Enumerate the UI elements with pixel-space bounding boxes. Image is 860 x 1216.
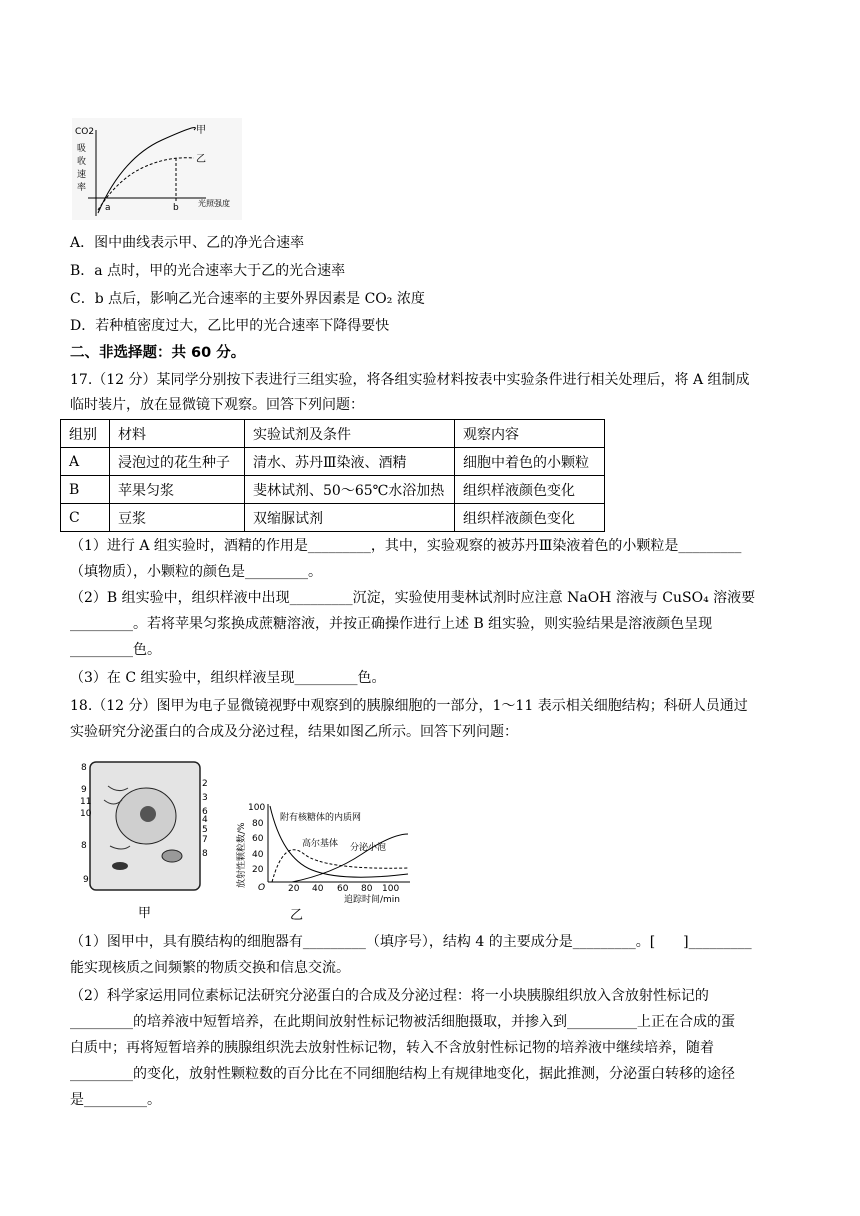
cell-label: 10 xyxy=(80,809,92,819)
cell-label: 5 xyxy=(202,825,208,835)
table-header: 材料 xyxy=(110,420,245,448)
cell-figure-jia xyxy=(80,756,210,900)
yi-origin: O xyxy=(258,883,266,893)
ylabel-char-2: 收 xyxy=(77,157,87,167)
table-cell: 细胞中着色的小颗粒 xyxy=(455,448,605,476)
yi-xtick: 100 xyxy=(382,884,400,894)
cell-label: 8 xyxy=(81,841,87,851)
q17-line-2: 临时装片，放在显微镜下观察。回答下列问题： xyxy=(70,397,364,413)
cell-label: 8 xyxy=(81,763,87,773)
curve-yi-label: 乙 xyxy=(196,154,206,165)
q18-sub2-line-2: _________的培养液中短暂培养，在此期间放射性标记物被活细胞摄取，并掺入到__________上正在合成的蛋 xyxy=(70,1014,735,1030)
curve-jia-label: 甲 xyxy=(196,125,206,136)
table-header: 观察内容 xyxy=(455,420,605,448)
yi-ylabel: 放射性颗粒数/% xyxy=(237,822,247,888)
yi-curve-golgi xyxy=(272,850,408,882)
tick-b: b xyxy=(173,203,179,213)
q18-sub2-line-3: 白质中；再将短暂培养的胰腺组织洗去放射性标记物，转入不含放射性标记物的培养液中继续培养，随着 xyxy=(70,1040,714,1056)
table-cell: C xyxy=(61,504,110,532)
fig-yi-caption: 乙 xyxy=(290,908,304,923)
table-header-row xyxy=(61,420,605,448)
table-cell: B xyxy=(61,476,110,504)
option-c: C．b 点后，影响乙光合速率的主要外界因素是 CO₂ 浓度 xyxy=(70,291,425,307)
q17-line-1: 17.（12 分）某同学分别按下表进行三组实验，将各组实验材料按表中实验条件进行相关处理后，将 A 组制成 xyxy=(70,372,750,388)
q17-table xyxy=(60,419,605,532)
q17-sub2-line-2: _________。若将苹果匀浆换成蔗糖溶液，并按正确操作进行上述 B 组实验，则实验结果是溶液颜色呈现 xyxy=(70,616,713,632)
xlabel: 光照强度 xyxy=(198,199,230,208)
yi-ytick: 20 xyxy=(252,865,264,875)
table-cell: 双缩脲试剂 xyxy=(245,504,455,532)
yi-xtick: 60 xyxy=(337,884,349,894)
cell-label: 9 xyxy=(83,875,89,885)
table-header: 实验试剂及条件 xyxy=(245,420,455,448)
yi-series-vesicle-label: 分泌小泡 xyxy=(350,843,387,853)
cell-label: 8 xyxy=(202,849,208,859)
table-row xyxy=(61,476,605,504)
table-cell: 豆浆 xyxy=(110,504,245,532)
yi-series-er-label: 附有核糖体的内质网 xyxy=(280,813,362,823)
option-a: A．图中曲线表示甲、乙的净光合速率 xyxy=(70,235,305,251)
table-cell: 苹果匀浆 xyxy=(110,476,245,504)
option-b: B．a 点时，甲的光合速率大于乙的光合速率 xyxy=(70,263,346,279)
q18-line-2: 实验研究分泌蛋白的合成及分泌过程，结果如图乙所示。回答下列问题： xyxy=(70,724,518,740)
table-row xyxy=(61,448,605,476)
co2-light-figure xyxy=(72,118,242,224)
chart-yi xyxy=(232,798,414,908)
yi-ytick: 80 xyxy=(252,819,264,829)
q18-line-1: 18.（12 分）图甲为电子显微镜视野中观察到的胰腺细胞的一部分，1～11 表示相关细胞结构；科研人员通过 xyxy=(70,698,748,714)
q17-sub1-line-2: （填物质），小颗粒的颜色是_________。 xyxy=(70,564,322,580)
section-2-heading: 二、非选择题：共 60 分。 xyxy=(70,345,246,361)
q17-sub2-line-1: （2）B 组实验中，组织样液中出现_________沉淀，实验使用斐林试剂时应注意 NaOH 溶液与 CuSO₄ 溶液要 xyxy=(70,590,756,606)
yi-ytick: 100 xyxy=(248,803,266,813)
q17-sub2-line-3: _________色。 xyxy=(70,642,161,658)
yi-ytick: 60 xyxy=(252,834,264,844)
table-cell: 清水、苏丹Ⅲ染液、酒精 xyxy=(245,448,455,476)
q18-sub2-line-5: 是_________。 xyxy=(70,1092,161,1108)
cell-label: 7 xyxy=(202,835,208,845)
ylabel-co2: CO2 xyxy=(75,127,95,137)
cell-label: 6 xyxy=(202,807,208,817)
yi-xtick: 20 xyxy=(288,884,300,894)
q18-sub1-line-2: 能实现核质之间频繁的物质交换和信息交流。 xyxy=(70,960,350,976)
table-cell: A xyxy=(61,448,110,476)
q17-sub3: （3）在 C 组实验中，组织样液呈现_________色。 xyxy=(70,670,386,686)
cell-label: 2 xyxy=(202,779,208,789)
ylabel-char-4: 率 xyxy=(77,183,87,193)
yi-xtick: 40 xyxy=(312,884,324,894)
option-d: D．若种植密度过大，乙比甲的光合速率下降得要快 xyxy=(70,318,390,334)
cell-label: 4 xyxy=(202,815,208,825)
cell-label: 3 xyxy=(202,793,208,803)
yi-xtick: 80 xyxy=(361,884,373,894)
ylabel-char-3: 速 xyxy=(77,170,87,180)
q17-sub1-line-1: （1）进行 A 组实验时，酒精的作用是_________，其中，实验观察的被苏丹Ⅲ染液着色的小颗粒是_________ xyxy=(70,538,742,554)
cell-label: 11 xyxy=(80,797,92,807)
table-cell: 组织样液颜色变化 xyxy=(455,504,605,532)
tick-a: a xyxy=(105,203,111,213)
q18-sub2-line-1: （2）科学家运用同位素标记法研究分泌蛋白的合成及分泌过程：将一小块胰腺组织放入含放射性标记的 xyxy=(70,988,709,1004)
yi-series-golgi-label: 高尔基体 xyxy=(302,839,339,849)
table-cell: 浸泡过的花生种子 xyxy=(110,448,245,476)
yi-xlabel: 追踪时间/min xyxy=(344,895,401,904)
q18-sub1-line-1: （1）图甲中，具有膜结构的细胞器有_________（填序号），结构 4 的主要成分是_________。[ ]_________ xyxy=(70,934,752,950)
q18-sub2-line-4: _________的变化，放射性颗粒数的百分比在不同细胞结构上有规律地变化，据此推测，分泌蛋白转移的途径 xyxy=(70,1066,735,1082)
fig-jia-caption: 甲 xyxy=(138,906,152,921)
table-row xyxy=(61,504,605,532)
cell-label: 9 xyxy=(81,785,87,795)
table-header: 组别 xyxy=(61,420,110,448)
table-cell: 斐林试剂、50～65℃水浴加热 xyxy=(245,476,455,504)
table-cell: 组织样液颜色变化 xyxy=(455,476,605,504)
ylabel-char-1: 吸 xyxy=(77,144,87,154)
yi-ytick: 40 xyxy=(252,850,264,860)
